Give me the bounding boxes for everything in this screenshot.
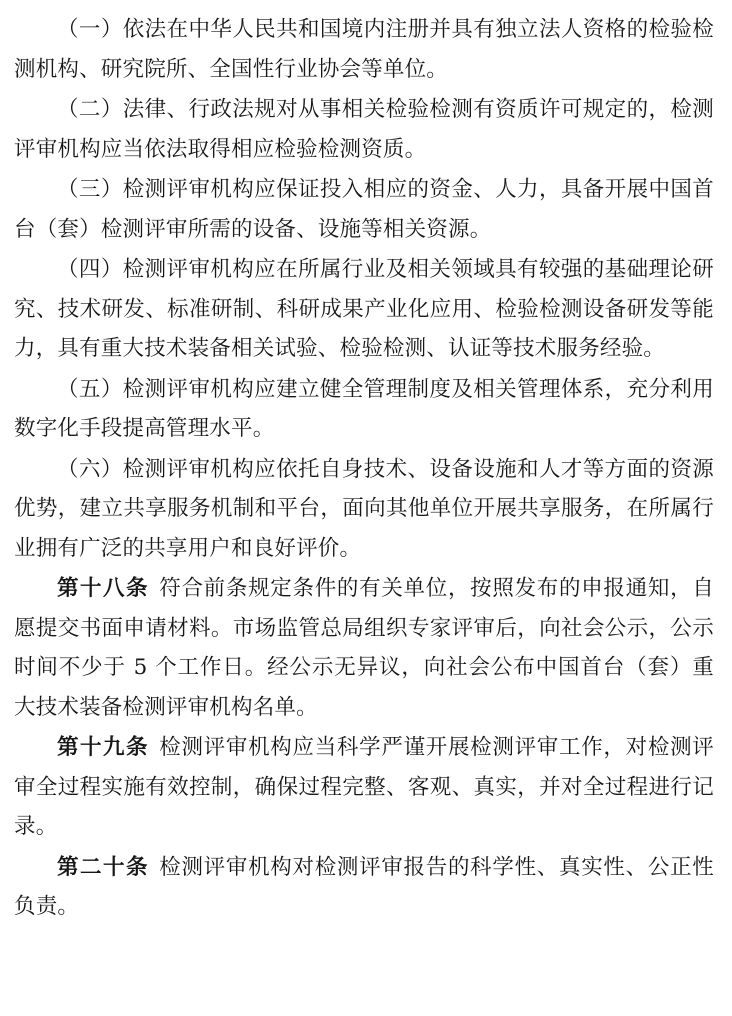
paragraph-text: 检测评审机构对检测评审报告的科学性、真实性、公正性负责。 [14,854,714,919]
paragraph-item-4 [14,250,714,369]
paragraph-text: （四）检测评审机构应在所属行业及相关领域具有较强的基础理论研究、技术研发、标准研制、科研成果产业化应用、检验检测设备研发等能力，具有重大技术装备相关试验、检验检测、认证等技术服务经验。 [14,257,714,361]
article-number: 第二十条 [57,854,150,880]
paragraph-text: 符合前条规定条件的有关单位，按照发布的申报通知，自愿提交书面申请材料。市场监管总局组织专家评审后，向社会公示，公示时间不少于 5 个工作日。经公示无异议，向社会公布中国首台（套）重大技术装备检测评审机构名单。 [14,576,714,720]
paragraph-text: （六）检测评审机构应依托自身技术、设备设施和人才等方面的资源优势，建立共享服务机制和平台，面向其他单位开展共享服务，在所属行业拥有广泛的共享用户和良好评价。 [14,456,714,561]
paragraph-text: （二）法律、行政法规对从事相关检验检测有资质许可规定的，检测评审机构应当依法取得相应检验检测资质。 [14,97,714,162]
paragraph-item-5 [14,370,714,449]
paragraph-article-18 [14,569,714,727]
paragraph-text: （五）检测评审机构应建立健全管理制度及相关管理体系，充分利用数字化手段提高管理水平。 [14,376,714,441]
paragraph-article-20 [14,848,714,927]
paragraph-text: （三）检测评审机构应保证投入相应的资金、人力，具备开展中国首台（套）检测评审所需的设备、设施等相关资源。 [14,177,714,242]
paragraph-article-19 [14,728,714,847]
paragraph-text: （一）依法在中华人民共和国境内注册并具有独立法人资格的检验检测机构、研究院所、全国性行业协会等单位。 [14,17,714,82]
article-number: 第十九条 [57,735,150,760]
paragraph-item-1 [14,10,714,89]
paragraph-text: 检测评审机构应当科学严谨开展检测评审工作，对检测评审全过程实施有效控制，确保过程完整、客观、真实，并对全过程进行记录。 [14,735,714,839]
article-number: 第十八条 [57,576,150,601]
paragraph-item-3 [14,170,714,249]
paragraph-item-6 [14,450,714,569]
paragraph-item-2 [14,90,714,169]
